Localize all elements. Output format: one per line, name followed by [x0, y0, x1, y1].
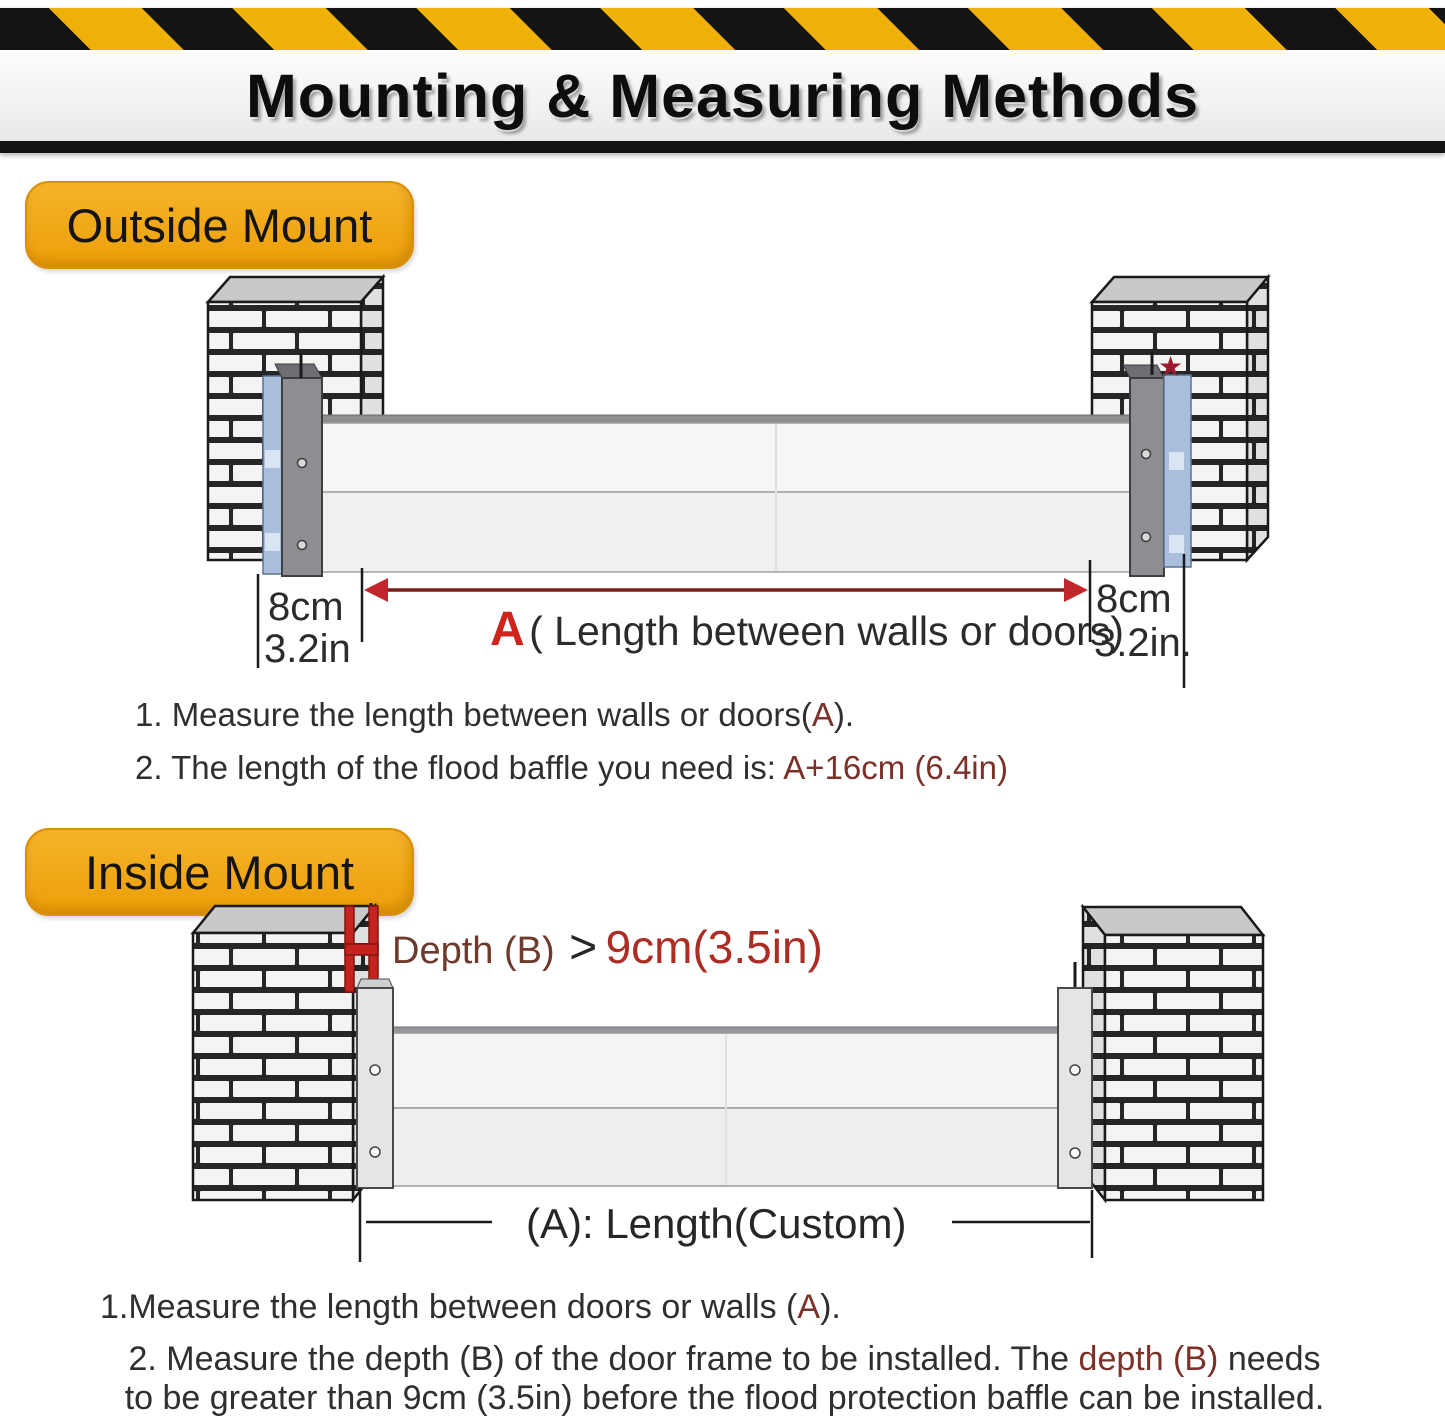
- outside-step-2-text: 2. The length of the flood baffle you need is:: [135, 749, 784, 786]
- inside-mount-diagram: [0, 895, 1445, 1275]
- outside-step-2-accent: A+16cm (6.4in): [783, 749, 1008, 786]
- right-mounting-channel: [1123, 351, 1191, 576]
- header: [0, 50, 1445, 141]
- flood-barrier-panels: [322, 415, 1131, 572]
- left-gap-in-label: 3.2in: [264, 627, 351, 671]
- flood-barrier-panels-inside: [393, 1027, 1059, 1186]
- length-custom-label: (A): Length(Custom): [526, 1200, 907, 1247]
- outside-mount-diagram: [0, 255, 1445, 695]
- inside-step-2: [72, 1340, 1377, 1419]
- left-gap-cm-label: 8cm: [268, 585, 344, 629]
- outside-mount-badge-label: Outside Mount: [66, 198, 373, 252]
- hazard-stripe-banner: [0, 6, 1445, 52]
- right-gap-cm-label: 8cm: [1096, 577, 1172, 621]
- depth-label: [392, 921, 823, 974]
- left-mounting-channel: [263, 354, 322, 576]
- length-a-text: ( Length between walls or doors): [529, 608, 1124, 654]
- outside-step-1: [135, 696, 854, 734]
- arrowhead-right-icon: [1064, 578, 1088, 602]
- inside-step-2-end: to be greater than 9cm (3.5in) before the flood protection baffle can be installed.: [124, 1379, 1325, 1418]
- outside-step-1-end: ).: [833, 696, 855, 733]
- page-title: Mounting & Measuring Methods: [245, 61, 1200, 130]
- inside-step-2-accent: depth (B): [1078, 1340, 1219, 1378]
- inside-step-2-mid: needs: [1218, 1340, 1321, 1378]
- right-mounting-channel-inside: [1058, 962, 1092, 1188]
- header-divider: [0, 141, 1445, 153]
- inside-step-2-text: 2. Measure the depth (B) of the door frame to be installed. The: [128, 1340, 1079, 1378]
- arrowhead-left-icon: [364, 578, 388, 602]
- right-brick-pillar-inside: [1083, 907, 1263, 1200]
- outside-step-2: [135, 749, 1008, 787]
- inside-measurements: [360, 1188, 1092, 1262]
- inside-mount-badge-label: Inside Mount: [84, 845, 355, 899]
- depth-value: 9cm(3.5in): [605, 921, 823, 973]
- outside-step-1-text: 1. Measure the length between walls or doors(: [135, 696, 812, 733]
- inside-step-1-end: ).: [820, 1288, 841, 1326]
- star-marker-icon: ★: [1158, 351, 1184, 382]
- right-gap-in-label: 3.2in.: [1094, 621, 1192, 665]
- depth-gt-sign: >: [569, 921, 598, 974]
- inside-step-1-text: 1.Measure the length between doors or walls (: [100, 1288, 798, 1326]
- outside-step-1-accent: A: [811, 696, 834, 733]
- length-between-walls-label: [490, 603, 1124, 656]
- left-mounting-channel-inside: [357, 979, 393, 1188]
- inside-step-1-accent: A: [797, 1288, 821, 1326]
- outside-measurements: [258, 554, 1192, 688]
- inside-step-1: [100, 1288, 841, 1327]
- depth-label-text: Depth (B): [392, 930, 555, 972]
- length-a-letter: A: [490, 603, 525, 656]
